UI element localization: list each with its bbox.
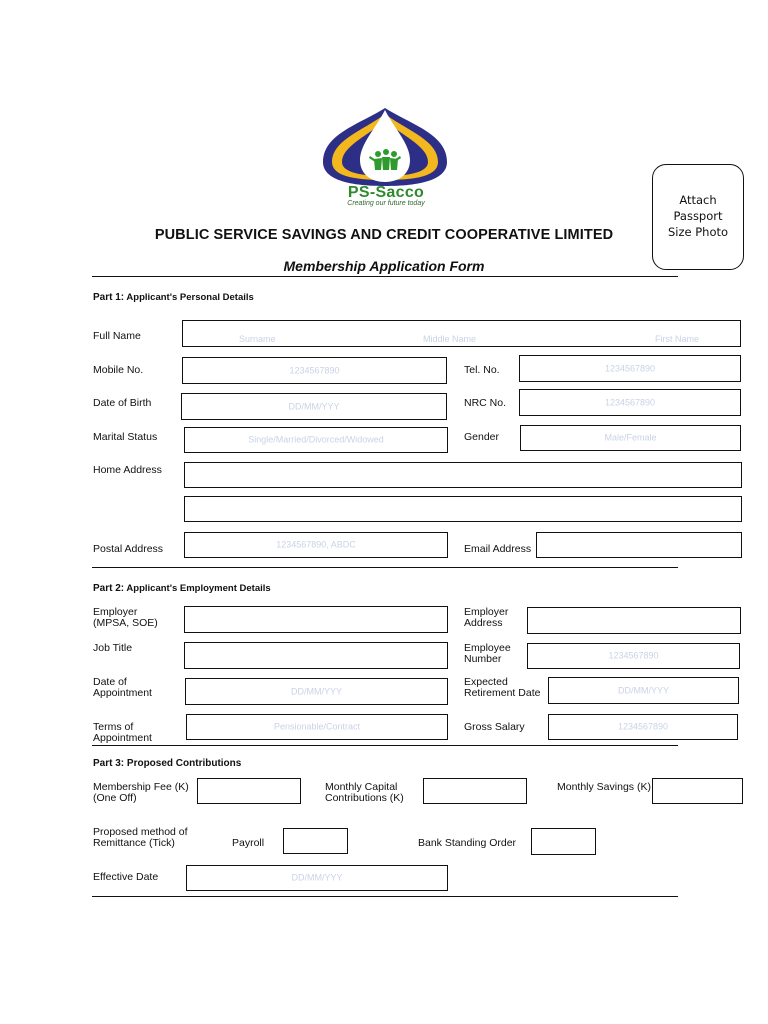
home-address-field-2[interactable] bbox=[184, 496, 742, 522]
monthly-capital-field[interactable] bbox=[423, 778, 527, 804]
nrc-field[interactable] bbox=[519, 389, 741, 416]
employer-field[interactable] bbox=[184, 606, 448, 633]
full-name-field[interactable] bbox=[182, 320, 741, 347]
gender-field[interactable] bbox=[520, 425, 741, 451]
gross-salary-label: Gross Salary bbox=[464, 721, 525, 733]
employee-number-label: Employee Number bbox=[464, 642, 511, 665]
terms-placeholder: Pensionable/Contract bbox=[273, 721, 361, 732]
tel-placeholder: 1234567890 bbox=[604, 363, 656, 373]
part3-heading: Part 3: Proposed Contributions bbox=[93, 758, 242, 769]
part2-heading: Part 2: Applicant's Employment Details bbox=[93, 583, 271, 594]
effective-date-label: Effective Date bbox=[93, 871, 159, 883]
job-title-label: Job Title bbox=[93, 642, 133, 654]
mobile-label: Mobile No. bbox=[93, 364, 144, 376]
marital-label: Marital Status bbox=[93, 431, 158, 443]
remittance-label: Proposed method of Remittance (Tick) bbox=[93, 826, 188, 849]
monthly-capital-label: Monthly Capital Contributions (K) bbox=[325, 781, 404, 804]
form-title: Membership Application Form bbox=[283, 258, 485, 274]
nrc-placeholder: 1234567890 bbox=[604, 397, 656, 407]
monthly-savings-field[interactable] bbox=[652, 778, 743, 804]
date-appointment-field[interactable] bbox=[185, 678, 448, 705]
retirement-date-placeholder: DD/MM/YYY bbox=[617, 685, 669, 695]
marital-placeholder: Single/Married/Divorced/Widowed bbox=[248, 434, 384, 445]
dob-label: Date of Birth bbox=[93, 397, 152, 409]
postal-address-placeholder: 1234567890, ABDC bbox=[276, 539, 356, 550]
surname-placeholder: Surname bbox=[239, 333, 276, 344]
photo-box-line-1: Attach bbox=[679, 193, 717, 207]
terms-field[interactable] bbox=[186, 714, 448, 740]
date-appointment-placeholder: DD/MM/YYY bbox=[290, 686, 342, 696]
mobile-field[interactable] bbox=[182, 357, 447, 384]
membership-fee-field[interactable] bbox=[197, 778, 301, 804]
dob-placeholder: DD/MM/YYY bbox=[288, 401, 340, 411]
employee-number-placeholder: 1234567890 bbox=[608, 650, 659, 661]
postal-address-label: Postal Address bbox=[93, 543, 164, 555]
retirement-date-field[interactable] bbox=[548, 677, 739, 704]
email-label: Email Address bbox=[464, 543, 532, 555]
monthly-savings-label: Monthly Savings (K) bbox=[557, 781, 651, 793]
logo-emblem-icon bbox=[320, 104, 450, 188]
home-address-label: Home Address bbox=[93, 464, 162, 476]
employer-address-field[interactable] bbox=[527, 607, 741, 634]
marital-field[interactable] bbox=[184, 427, 448, 453]
dob-field[interactable] bbox=[181, 393, 447, 420]
effective-date-placeholder: DD/MM/YYY bbox=[291, 872, 343, 883]
divider bbox=[92, 745, 678, 746]
employee-number-field[interactable] bbox=[527, 643, 740, 669]
part1-heading: Part 1: Applicant's Personal Details bbox=[93, 292, 254, 303]
gender-placeholder: Male/Female bbox=[604, 432, 657, 443]
bank-order-label: Bank Standing Order bbox=[418, 837, 517, 849]
full-name-label: Full Name bbox=[93, 330, 141, 342]
job-title-field[interactable] bbox=[184, 642, 448, 669]
first-name-placeholder: First Name bbox=[655, 333, 700, 344]
postal-address-field[interactable] bbox=[184, 532, 448, 558]
passport-photo-box[interactable] bbox=[652, 164, 744, 270]
logo-tagline: Creating our future today bbox=[347, 200, 425, 207]
tel-field[interactable] bbox=[519, 355, 741, 382]
organization-title: PUBLIC SERVICE SAVINGS AND CREDIT COOPERATIVE LIMITED bbox=[154, 227, 614, 243]
divider bbox=[92, 567, 678, 568]
home-address-field-1[interactable] bbox=[184, 462, 742, 488]
email-field[interactable] bbox=[536, 532, 742, 558]
tel-label: Tel. No. bbox=[464, 364, 500, 376]
payroll-checkbox[interactable] bbox=[283, 828, 348, 854]
divider bbox=[92, 276, 678, 277]
payroll-label: Payroll bbox=[232, 837, 265, 849]
terms-label: Terms of Appointment bbox=[93, 721, 152, 744]
gross-salary-field[interactable] bbox=[548, 714, 738, 740]
employer-label: Employer (MPSA, SOE) bbox=[93, 606, 158, 629]
photo-box-line-3: Size Photo bbox=[667, 225, 729, 239]
date-appointment-label: Date of Appointment bbox=[93, 676, 152, 699]
employer-address-label: Employer Address bbox=[464, 606, 509, 629]
bank-order-checkbox[interactable] bbox=[531, 828, 596, 855]
photo-box-line-2: Passport bbox=[673, 209, 723, 223]
divider bbox=[92, 896, 678, 897]
gender-label: Gender bbox=[464, 431, 500, 443]
effective-date-field[interactable] bbox=[186, 865, 448, 891]
gross-salary-placeholder: 1234567890 bbox=[617, 721, 669, 732]
logo-name: PS-Sacco bbox=[347, 184, 425, 201]
retirement-date-label: Expected Retirement Date bbox=[464, 676, 541, 699]
nrc-label: NRC No. bbox=[464, 397, 507, 409]
middle-name-placeholder: Middle Name bbox=[423, 333, 477, 344]
mobile-placeholder: 1234567890 bbox=[289, 365, 340, 375]
membership-fee-label: Membership Fee (K) (One Off) bbox=[93, 781, 189, 804]
